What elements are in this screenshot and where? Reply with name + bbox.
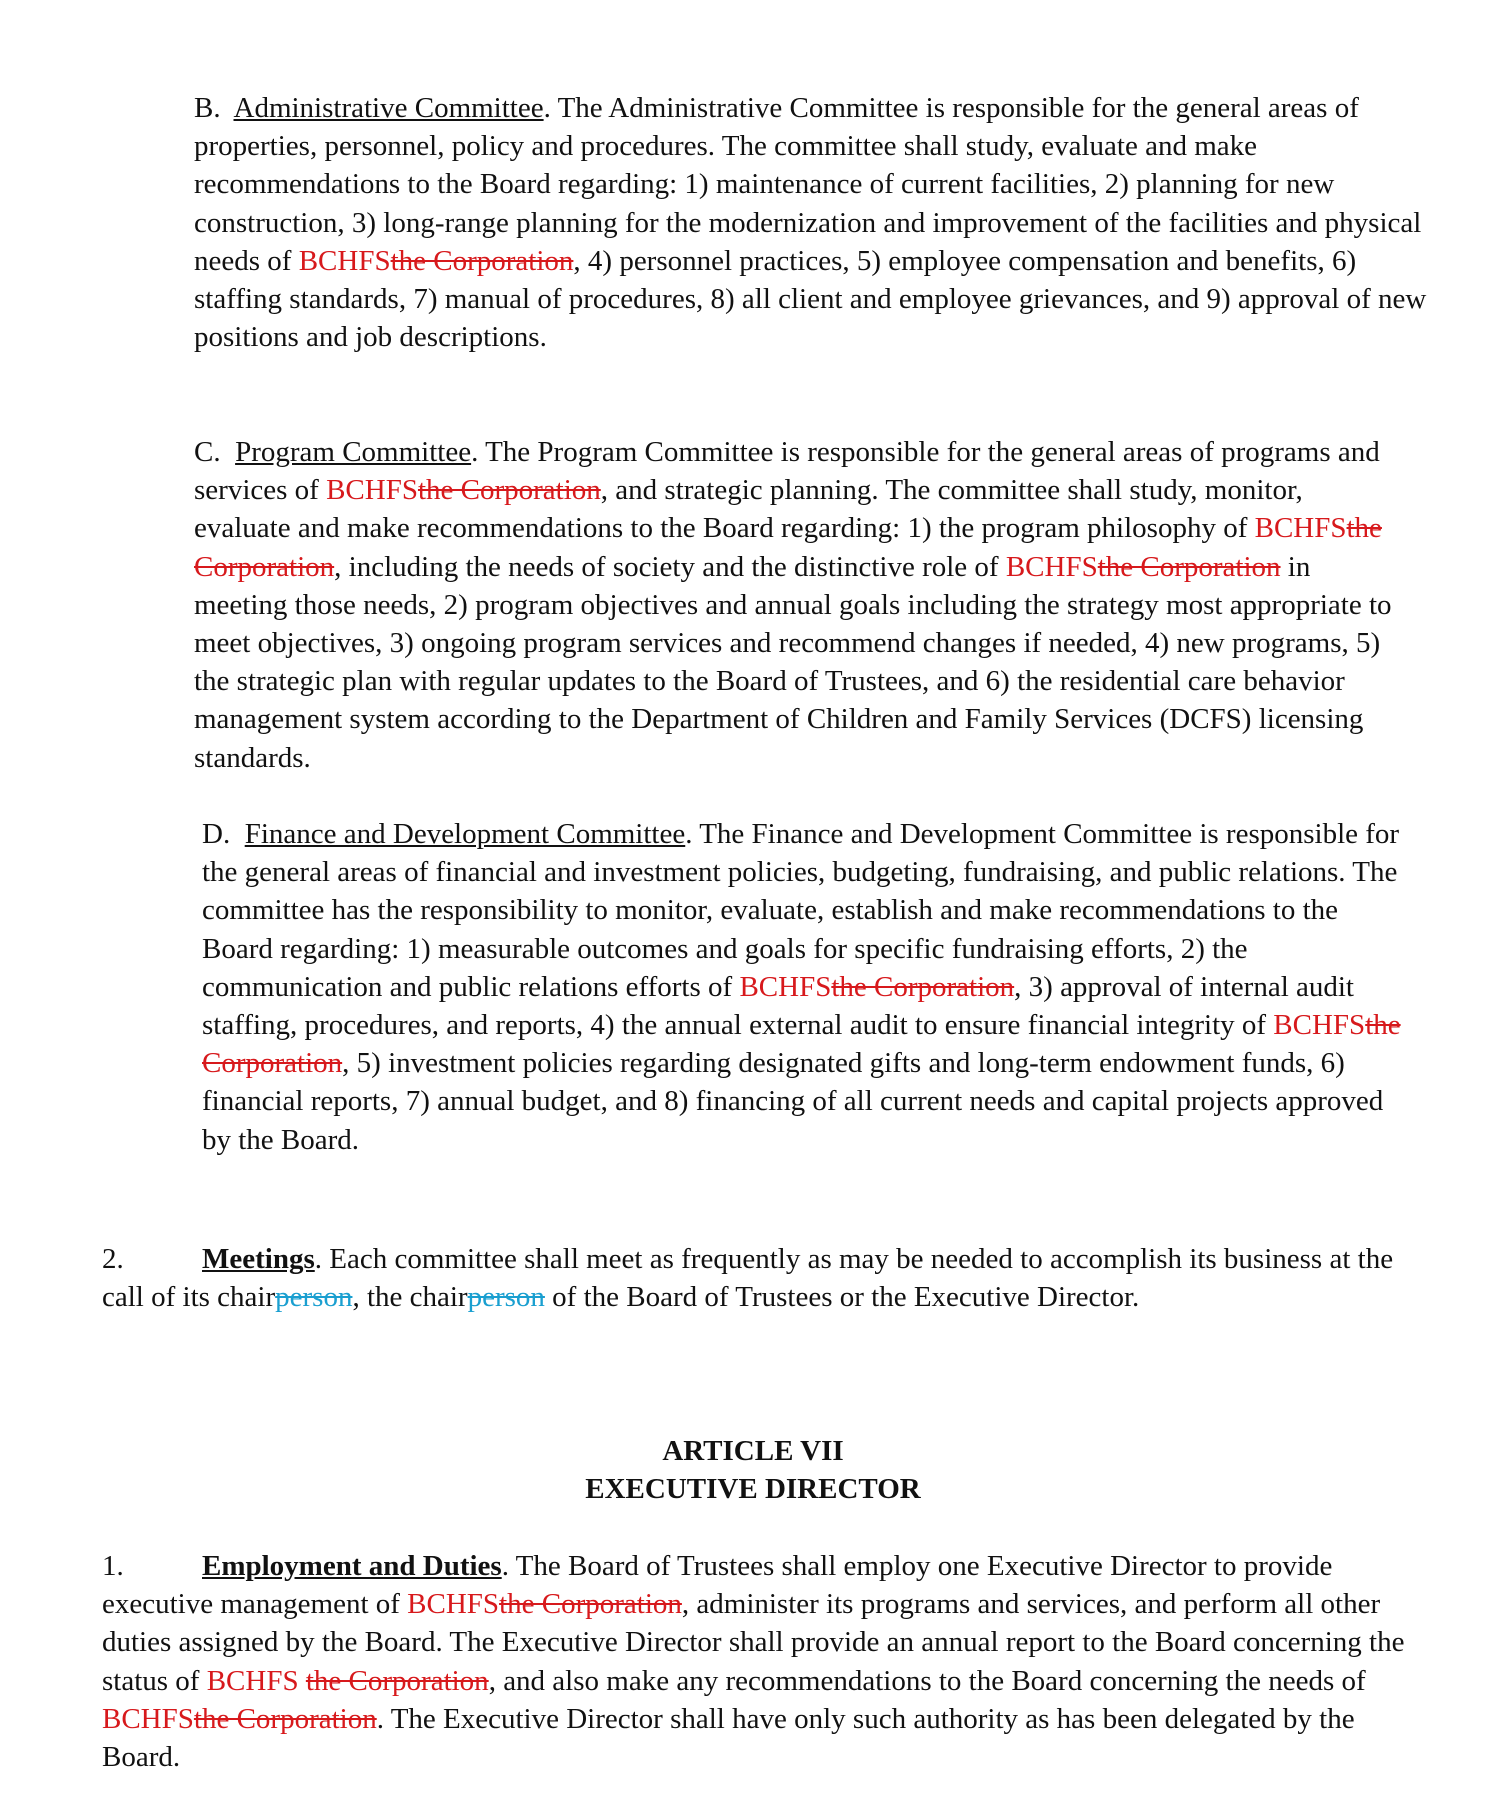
deletion: the Corporation	[305, 1664, 489, 1697]
insertion: BCHFS	[1005, 550, 1098, 583]
section-d-text: . The Finance and Development Committee is responsible for the general areas of financial and investment policies, budgeting, fundraising, and public relations. The committee has the responsibility to monitor, evaluate, establish and make recommendations to the Board regarding: 1) measurable outcomes and goals for specific fundraising efforts, 2) the communication and public relations efforts of	[202, 818, 1400, 1003]
insertion: BCHFS	[407, 1588, 500, 1621]
deletion: person	[467, 1281, 545, 1314]
meetings-text: . Each committee shall meet as frequently as may be needed to accomplish its business at the call of its chair	[102, 1243, 1394, 1314]
section-c-program-committee	[194, 433, 1394, 777]
section-d-text: , 5) investment policies regarding designated gifts and long-term endowment funds, 6) financial reports, 7) annual budget, and 8) financing of all current needs and capital projects approved by the Board.	[202, 1047, 1384, 1156]
insertion: BCHFS	[1254, 512, 1347, 545]
article-title: EXECUTIVE DIRECTOR	[585, 1473, 921, 1505]
employment-text: , administer its programs and services, and perform all other duties assigned by the Board. The Executive Director shall provide an annual report to the Board concerning the status of	[102, 1588, 1405, 1697]
section-b-title: Administrative Committee	[233, 92, 544, 124]
employment-text: . The Board of Trustees shall employ one Executive Director to provide executive management of	[102, 1550, 1333, 1621]
deletion: the Corporation	[202, 1009, 1401, 1080]
deletion: the Corporation	[499, 1588, 682, 1621]
article-number: ARTICLE VII	[662, 1435, 844, 1467]
deletion: the Corporation	[1097, 550, 1281, 583]
section-b-administrative-committee	[194, 89, 1434, 356]
employment-title: Employment and Duties	[202, 1550, 502, 1582]
deletion: the Corporation	[194, 512, 1382, 583]
meetings-title: Meetings	[202, 1243, 315, 1275]
section-c-text: in meeting those needs, 2) program objectives and annual goals including the strategy most appropriate to meet objectives, 3) ongoing program services and recommend changes if needed, 4) new programs, 5) the strategic plan with regular updates to the Board of Trustees, and 6) the residential care behavior management system according to the Department of Children and Family Services (DCFS) licensing standards.	[194, 550, 1392, 774]
section-d-letter: D.	[202, 818, 231, 850]
section-c-text: , and strategic planning. The committee shall study, monitor, evaluate and make recommendations to the Board regarding: 1) the program philosophy of	[194, 474, 1303, 545]
deletion: the Corporation	[193, 1702, 377, 1735]
insertion: BCHFS	[102, 1702, 194, 1735]
section-d-text: , 3) approval of internal audit staffing, procedures, and reports, 4) the annual external audit to ensure financial integrity of	[202, 970, 1354, 1042]
section-b-text: . The Administrative Committee is responsible for the general areas of properties, personnel, policy and procedures. The committee shall study, evaluate and make recommendations to the Board regarding: 1) maintenance of current facilities, 2) planning for new construction, 3) long-range planning for the modernization and improvement of the facilities and physical needs of	[194, 92, 1422, 277]
section-c-text: . The Program Committee is responsible for the general areas of programs and services of	[194, 436, 1380, 507]
employment-text: . The Executive Director shall have only such authority as has been delegated by the Board.	[102, 1702, 1355, 1774]
deletion: person	[275, 1281, 353, 1314]
deletion: the Corporation	[417, 474, 601, 507]
section-b-letter: B.	[194, 92, 221, 124]
section-c-letter: C.	[194, 436, 221, 468]
section-b-text: , 4) personnel practices, 5) employee compensation and benefits, 6) staffing standards, 7) manual of procedures, 8) all client and employee grievances, and 9) approval of new positions and job descriptions.	[194, 244, 1427, 354]
section-d-finance-committee	[202, 815, 1412, 1159]
meetings-number: 2.	[102, 1243, 124, 1275]
section-c-title: Program Committee	[235, 436, 472, 468]
employment-paragraph	[102, 1547, 1412, 1776]
insertion: BCHFS	[326, 474, 418, 507]
deletion: the Corporation	[831, 970, 1015, 1003]
section-d-title: Finance and Development Committee	[244, 818, 686, 850]
insertion: BCHFS	[206, 1664, 306, 1697]
insertion: BCHFS	[1273, 1009, 1366, 1042]
employment-text: , and also make any recommendations to the Board concerning the needs of	[488, 1664, 1366, 1697]
employment-number: 1.	[102, 1550, 124, 1582]
meetings-paragraph	[102, 1240, 1412, 1316]
meetings-text: of the Board of Trustees or the Executive Director.	[544, 1281, 1140, 1314]
insertion: BCHFS	[739, 970, 832, 1003]
section-c-text: , including the needs of society and the distinctive role of	[334, 550, 1006, 583]
meetings-text: , the chair	[352, 1281, 468, 1314]
article-heading	[0, 1432, 1506, 1508]
insertion: BCHFS	[298, 244, 391, 277]
deletion: the Corporation	[390, 244, 574, 277]
